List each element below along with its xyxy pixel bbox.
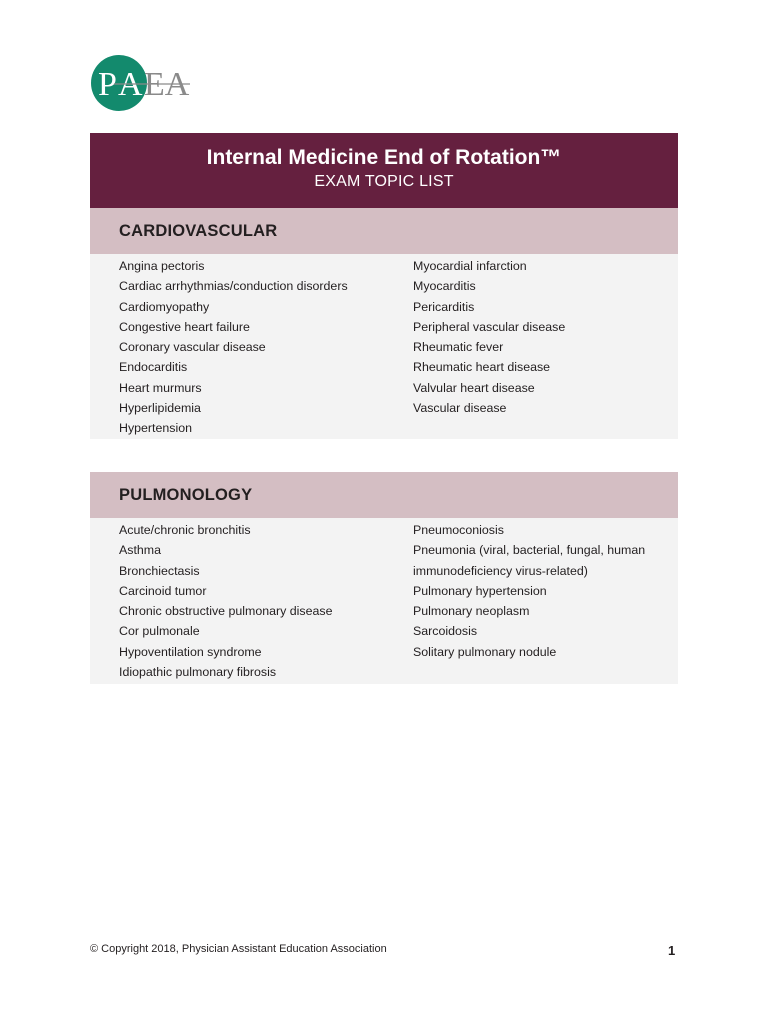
list-item: immunodeficiency virus-related) [413, 563, 588, 578]
svg-text:A: A [118, 66, 143, 103]
list-item: Asthma [119, 543, 162, 558]
section-heading: CARDIOVASCULAR [90, 208, 678, 254]
page-subtitle: EXAM TOPIC LIST [314, 173, 454, 190]
list-item: Heart murmurs [119, 380, 202, 395]
list-item: Cardiomyopathy [119, 299, 210, 314]
list-item: Pulmonary hypertension [413, 583, 547, 598]
topic-column-left [119, 520, 413, 682]
list-item: Idiopathic pulmonary fibrosis [119, 665, 277, 680]
list-item: Myocarditis [413, 279, 476, 294]
copyright-notice: © Copyright 2018, Physician Assistant Education Association [90, 943, 387, 955]
list-item: Rheumatic fever [413, 340, 504, 355]
list-item: Pericarditis [413, 299, 475, 314]
svg-text:P: P [98, 66, 117, 103]
list-item: Sarcoidosis [413, 624, 478, 639]
topic-column-right [413, 256, 678, 437]
list-item: Rheumatic heart disease [413, 360, 551, 375]
list-item: Myocardial infarction [413, 259, 527, 273]
section-cardiovascular [90, 208, 678, 439]
list-item: Peripheral vascular disease [413, 319, 566, 334]
section-heading: PULMONOLOGY [90, 472, 678, 518]
topic-column-left [119, 256, 413, 437]
list-item: Carcinoid tumor [119, 583, 207, 598]
list-item: Pneumonia (viral, bacterial, fungal, human [413, 543, 646, 558]
list-item: Congestive heart failure [119, 319, 250, 334]
list-item: Solitary pulmonary nodule [413, 644, 557, 659]
list-item: Vascular disease [413, 401, 507, 416]
title-banner [90, 133, 678, 208]
page-title: Internal Medicine End of Rotation™ [206, 146, 562, 169]
list-item: Acute/chronic bronchitis [119, 523, 251, 537]
topic-list [90, 518, 678, 684]
list-item: Endocarditis [119, 360, 188, 375]
list-item: Hyperlipidemia [119, 401, 201, 416]
topic-column-right [413, 520, 678, 682]
section-pulmonology [90, 472, 678, 684]
page-number: 1 [668, 943, 676, 958]
list-item: Coronary vascular disease [119, 340, 266, 355]
list-item: Bronchiectasis [119, 563, 200, 578]
svg-text:EA: EA [144, 66, 190, 103]
list-item: Valvular heart disease [413, 380, 535, 395]
paea-logo [90, 54, 194, 112]
list-item: Cor pulmonale [119, 624, 200, 639]
topic-list [90, 254, 678, 439]
list-item: Hypoventilation syndrome [119, 644, 262, 659]
list-item: Chronic obstructive pulmonary disease [119, 604, 333, 619]
list-item: Pneumoconiosis [413, 523, 504, 537]
list-item: Cardiac arrhythmias/conduction disorders [119, 279, 348, 294]
list-item: Angina pectoris [119, 259, 205, 273]
list-item: Hypertension [119, 421, 193, 436]
list-item: Pulmonary neoplasm [413, 604, 530, 619]
